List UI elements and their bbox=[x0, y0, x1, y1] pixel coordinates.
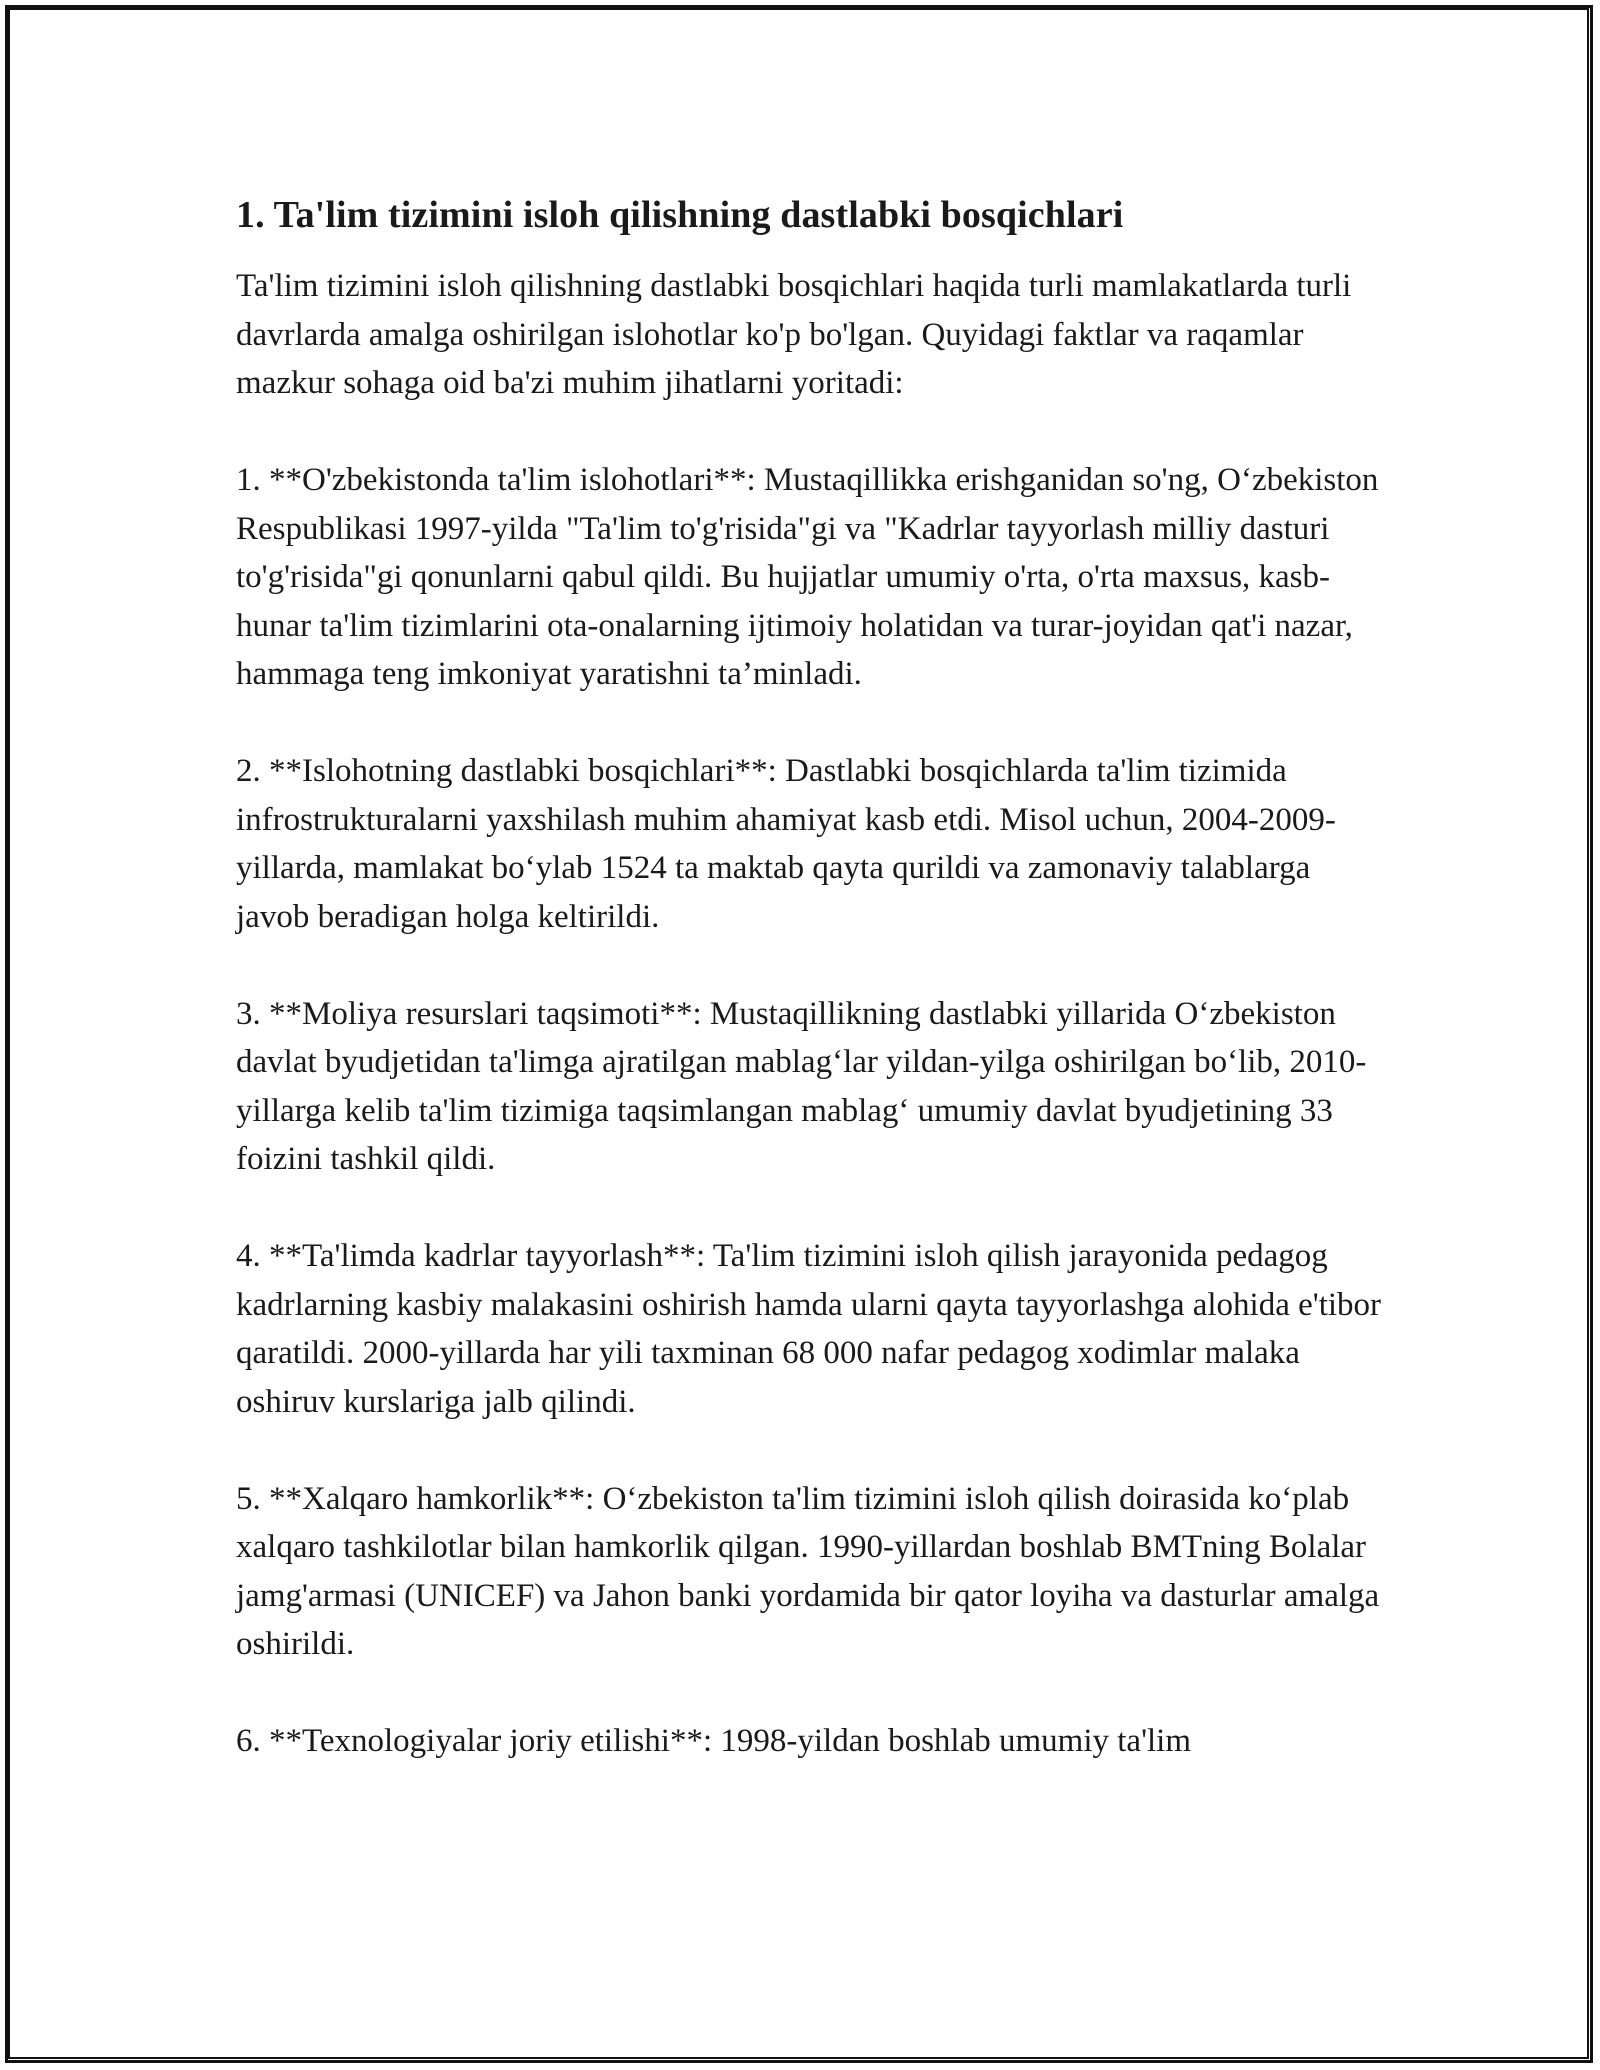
list-item: 4. **Ta'limda kadrlar tayyorlash**: Ta'lim tizimini isloh qilish jarayonida pedagog kadrlarning kasbiy malakasini oshirish hamda ularni qayta tayyorlashga alohida e'tibor qaratildi. 2000-yillarda har yili taxminan 68 000 nafar pedagog xodimlar malaka oshiruv kurslariga jalb qilindi. bbox=[236, 1238, 1382, 1420]
document-title: 1. Ta'lim tizimini isloh qilishning dastlabki bosqichlari bbox=[236, 194, 1124, 236]
list-item: 1. **O'zbekistonda ta'lim islohotlari**: Mustaqillikka erishganidan so'ng, O‘zbekiston Respublikasi 1997-yilda "Ta'lim to'g'risida"gi va "Kadrlar tayyorlash milliy dasturi to'g'risida"gi qonunlarni qabul qildi. Bu hujjatlar umumiy o'rta, o'rta maxsus, kasb-hunar ta'lim tizimlarini ota-onalarning ijtimoiy holatidan va turar-joyidan qat'i nazar, hammaga teng imkoniyat yaratishni ta’minladi. bbox=[236, 462, 1379, 692]
list-item: 2. **Islohotning dastlabki bosqichlari**: Dastlabki bosqichlarda ta'lim tizimida infrostrukturalarni yaxshilash muhim ahamiyat kasb etdi. Misol uchun, 2004-2009-yillarda, mamlakat bo‘ylab 1524 ta maktab qayta qurildi va zamonaviy talablarga javob beradigan holga keltirildi. bbox=[236, 753, 1336, 935]
document-body bbox=[236, 182, 1386, 1814]
list-item: 6. **Texnologiyalar joriy etilishi**: 1998-yildan boshlab umumiy ta'lim bbox=[236, 1723, 1192, 1759]
list-item: 5. **Xalqaro hamkorlik**: O‘zbekiston ta'lim tizimini isloh qilish doirasida ko‘plab xalqaro tashkilotlar bilan hamkorlik qilgan. 1990-yillardan boshlab BMTning Bolalar jamg'armasi (UNICEF) va Jahon banki yordamida bir qator loyiha va dasturlar amalga oshirildi. bbox=[236, 1480, 1380, 1662]
intro-paragraph: Ta'lim tizimini isloh qilishning dastlabki bosqichlari haqida turli mamlakatlarda turli davrlarda amalga oshirilgan islohotlar ko'p bo'lgan. Quyidagi faktlar va raqamlar mazkur sohaga oid ba'zi muhim jihatlarni yoritadi: bbox=[236, 268, 1352, 401]
list-item: 3. **Moliya resurslari taqsimoti**: Mustaqillikning dastlabki yillarida O‘zbekiston davlat byudjetidan ta'limga ajratilgan mablag‘lar yildan-yilga oshirilgan bo‘lib, 2010-yillarga kelib ta'lim tizimiga taqsimlangan mablag‘ umumiy davlat byudjetining 33 foizini tashkil qildi. bbox=[236, 995, 1367, 1177]
